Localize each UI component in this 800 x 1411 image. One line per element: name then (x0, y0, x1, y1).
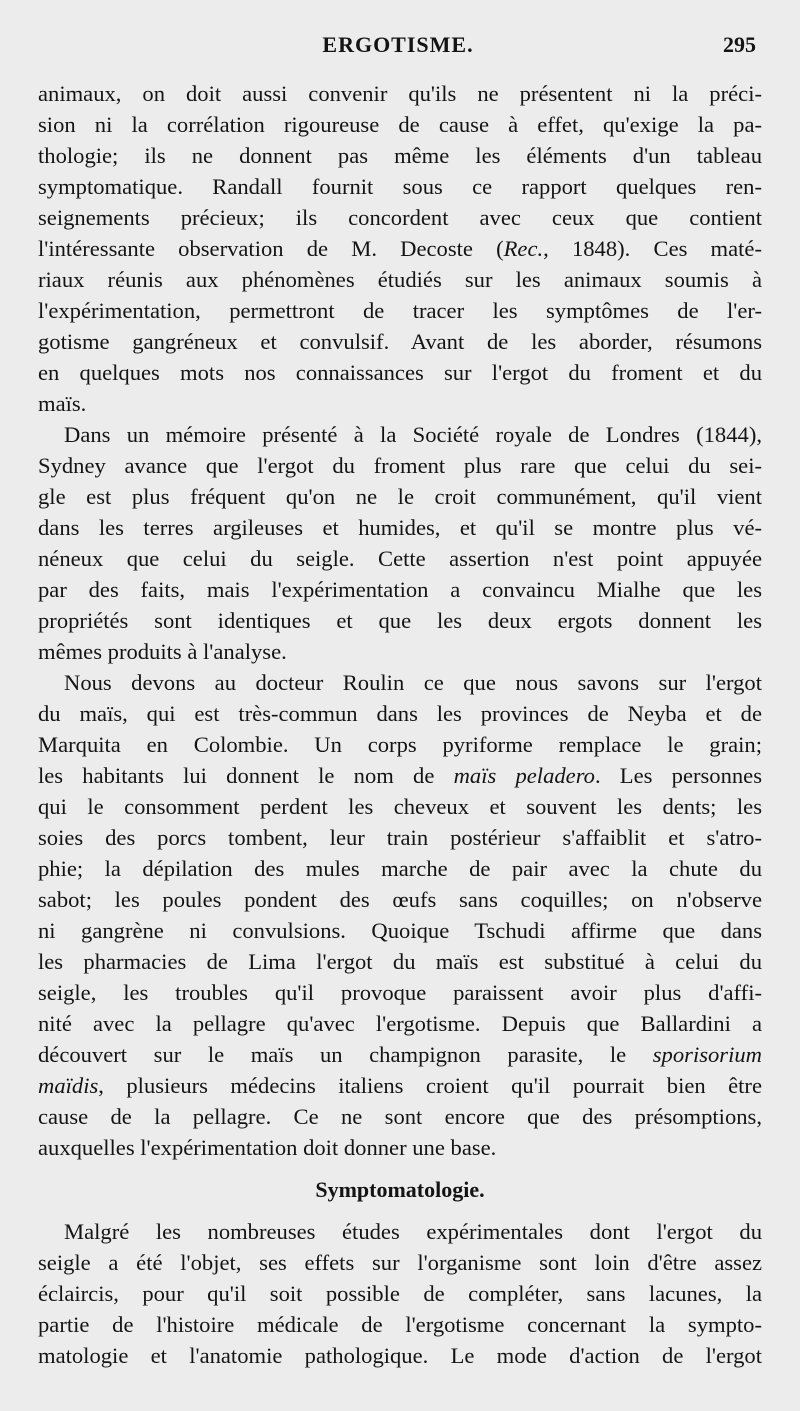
text-line: sabot; les poules pondent des œufs sans coquilles; on n'observe (38, 887, 762, 912)
page-number: 295 (723, 32, 756, 57)
text-segment: , plusieurs médecins italiens croient qu'il pourrait bien être (98, 1073, 762, 1098)
text-line (38, 760, 762, 791)
italic-term: Rec. (503, 236, 544, 261)
text-line: auxquelles l'expérimentation doit donner une base. (38, 1135, 497, 1160)
text-line: dans les terres argileuses et humides, et qu'il se montre plus vé- (38, 515, 762, 540)
text-segment: découvert sur le maïs un champignon parasite, le (38, 1042, 653, 1067)
text-line: seignements précieux; ils concordent avec ceux que contient (38, 205, 762, 230)
text-line: les pharmacies de Lima l'ergot du maïs est substitué à celui du (38, 949, 762, 974)
text-line: matologie et l'anatomie pathologique. Le mode d'action de l'ergot (38, 1343, 762, 1368)
text-line: symptomatique. Randall fournit sous ce rapport quelques ren- (38, 174, 762, 199)
text-line: animaux, on doit aussi convenir qu'ils ne présentent ni la préci- (38, 81, 762, 106)
text-line: soies des porcs tombent, leur train postérieur s'affaiblit et s'atro- (38, 825, 762, 850)
text-line: phie; la dépilation des mules marche de pair avec la chute du (38, 856, 762, 881)
text-line: l'expérimentation, permettront de tracer les symptômes de l'er- (38, 298, 762, 323)
text-line: nité avec la pellagre qu'avec l'ergotisme. Depuis que Ballardini a (38, 1011, 762, 1036)
text-line: gle est plus fréquent qu'on ne le croit communément, qu'il vient (38, 484, 762, 509)
text-segment: , 1848). Ces maté- (543, 236, 762, 261)
text-line: qui le consomment perdent les cheveux et souvent les dents; les (38, 794, 762, 819)
text-line: Dans un mémoire présenté à la Société royale de Londres (1844), (64, 422, 762, 447)
italic-term: sporisorium (652, 1042, 762, 1067)
text-line: gotisme gangréneux et convulsif. Avant de les aborder, résumons (38, 329, 762, 354)
text-line: Malgré les nombreuses études expérimentales dont l'ergot du (64, 1219, 762, 1244)
text-line: ni gangrène ni convulsions. Quoique Tschudi affirme que dans (38, 918, 762, 943)
running-title: ERGOTISME. (322, 32, 474, 57)
text-line (38, 233, 762, 264)
text-line: thologie; ils ne donnent pas même les éléments d'un tableau (38, 143, 762, 168)
text-line: seigle a été l'objet, ses effets sur l'organisme sont loin d'être assez (38, 1250, 762, 1275)
text-segment: . Les personnes (594, 763, 762, 788)
text-line (38, 1070, 762, 1101)
italic-term: maïs peladero (453, 763, 595, 788)
text-line: riaux réunis aux phénomènes étudiés sur les animaux soumis à (38, 267, 762, 292)
text-line: Marquita en Colombie. Un corps pyriforme remplace le grain; (38, 732, 762, 757)
text-line: maïs. (38, 391, 87, 416)
text-segment: l'intéressante observation de M. Decoste ( (38, 236, 504, 261)
text-line: néneux que celui du seigle. Cette assertion n'est point appuyée (38, 546, 762, 571)
text-line: Nous devons au docteur Roulin ce que nous savons sur l'ergot (64, 670, 762, 695)
body-text (38, 78, 762, 1371)
text-line: éclaircis, pour qu'il soit possible de compléter, sans lacunes, la (38, 1281, 762, 1306)
text-line: sion ni la corrélation rigoureuse de cause à effet, qu'exige la pa- (38, 112, 762, 137)
text-line: du maïs, qui est très-commun dans les provinces de Neyba et de (38, 701, 762, 726)
italic-term: maïdis (38, 1073, 99, 1098)
section-heading: Symptomatologie. (315, 1177, 485, 1202)
text-line: en quelques mots nos connaissances sur l'ergot du froment et du (38, 360, 762, 385)
text-line: propriétés sont identiques et que les deux ergots donnent les (38, 608, 762, 633)
text-line: cause de la pellagre. Ce ne sont encore que des présomptions, (38, 1104, 762, 1129)
text-line: mêmes produits à l'analyse. (38, 639, 287, 664)
running-head (40, 32, 756, 64)
text-segment: les habitants lui donnent le nom de (38, 763, 454, 788)
text-line: partie de l'histoire médicale de l'ergotisme concernant la sympto- (38, 1312, 762, 1337)
text-line: seigle, les troubles qu'il provoque paraissent avoir plus d'affi- (38, 980, 762, 1005)
text-line: par des faits, mais l'expérimentation a convaincu Mialhe que les (38, 577, 762, 602)
text-line (38, 1039, 762, 1070)
text-line: Sydney avance que l'ergot du froment plus rare que celui du sei- (38, 453, 762, 478)
